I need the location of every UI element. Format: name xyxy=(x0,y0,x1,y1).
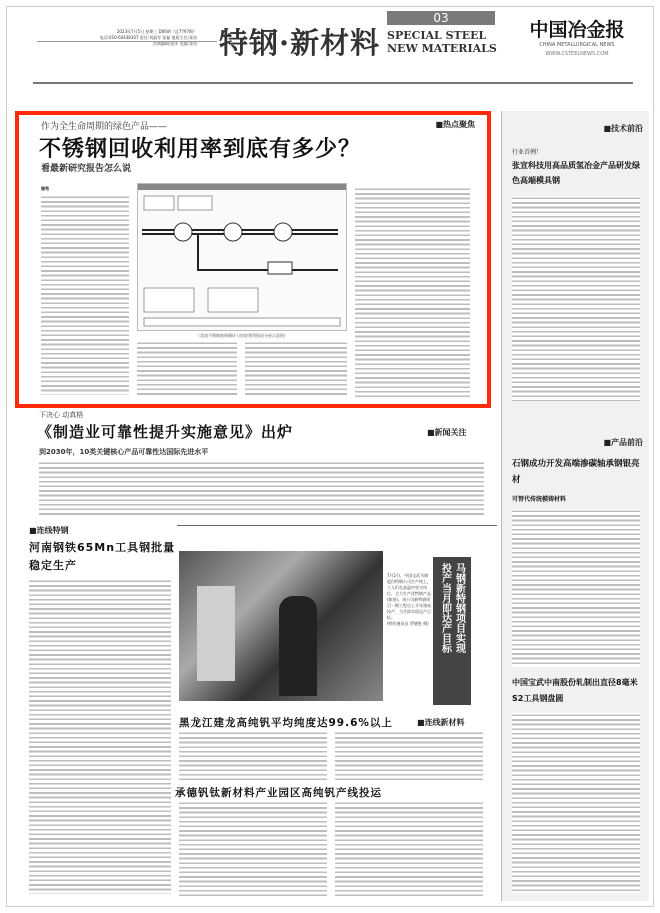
flow-diagram-graphic xyxy=(138,190,346,330)
tech-tag: ■技术前沿 xyxy=(603,123,643,133)
news-headline: 《制造业可靠性提升实施意见》出炉 xyxy=(37,423,294,441)
sidebar xyxy=(501,111,649,901)
vertical-title-2: 投产当月即达产目标 xyxy=(439,563,451,653)
tech-headline: 张宣科技用高品质氢冶金产品研发绿色高端模具钢 xyxy=(512,161,640,185)
section-en-1: SPECIAL STEEL xyxy=(387,29,487,42)
left-story-tag: ■连线特钢 xyxy=(29,525,69,535)
section-title: 特钢·新材料 xyxy=(219,26,381,60)
story2-tag: ■连线新材料 xyxy=(417,717,465,727)
product-body xyxy=(512,509,640,667)
steel-plant-photo xyxy=(179,551,383,701)
product-tag: ■产品前沿 xyxy=(603,437,643,447)
tech-kicker: 行业首例！ xyxy=(512,149,543,156)
story3-headline: 承德钒钛新材料产业园区高纯钒产线投运 xyxy=(175,787,382,799)
news-subhead: 到2030年，10类关键核心产品可靠性达国际先进水平 xyxy=(39,448,209,456)
feature-byline: 谢苑 xyxy=(41,186,49,191)
feature-headline: 不锈钢回收利用率到底有多少？ xyxy=(39,137,362,162)
contact-line: 电话:010-64438107 责任:刘淑军 张磊 值班主任:张雨 xyxy=(99,35,197,40)
left-story-body xyxy=(29,579,171,894)
paper-en-name: CHINA METALLURGICAL NEWS xyxy=(539,42,615,48)
editors-line: 咨询编辑:赵萍 美编:金昌 xyxy=(153,41,197,46)
website: WWW.CSTEELNEWS.COM xyxy=(545,51,609,57)
story2-headline: 黑龙江建龙高纯钒平均纯度达99.6%以上 xyxy=(179,717,393,729)
photo-caption xyxy=(387,573,431,627)
feature-article-highlight xyxy=(15,111,491,408)
baowu-headline: 中国宝武中南股份轧制出直径8毫米S2工具钢盘圆 xyxy=(512,678,638,703)
story3-body-col1 xyxy=(179,801,327,897)
figure-caption: （美国不锈钢废料循环与回收利用情况分析示意图） xyxy=(196,333,288,338)
tech-body xyxy=(512,196,640,401)
story3-body-col2 xyxy=(335,801,483,897)
feature-body-col3 xyxy=(245,341,347,396)
story2-body-col2 xyxy=(335,731,483,781)
product-subhead: 可替代传统模铸材料 xyxy=(512,496,567,503)
paper-logo: 中国冶金报 xyxy=(529,19,625,41)
photo-credit: (特约通讯员 罗德胜 摄) xyxy=(387,621,429,626)
feature-kicker: 作为全生命周期的绿色产品—— xyxy=(41,122,168,132)
story2-body-col1 xyxy=(179,731,327,781)
photo-caption-text: 7月2日，中国宝武马钢股份特钢公司生产线上，工人们在高温中坚守岗位，全力生产优特钢产品(如图)。该公司新特钢项目一期工程自上半年建成投产，当月即实现达产目标。 xyxy=(387,573,431,620)
newspaper-page xyxy=(6,6,654,907)
left-story-headline: 河南钢铁65Mn工具钢批量稳定生产 xyxy=(29,541,176,572)
recycling-flow-diagram xyxy=(137,183,347,331)
feature-body-col2 xyxy=(137,341,237,396)
news-body xyxy=(39,461,484,515)
news-tag: ■新闻关注 xyxy=(427,427,467,437)
page-number: 03 xyxy=(387,11,495,25)
vertical-title-1: 马钢新特钢项目实现 xyxy=(453,563,465,653)
product-headline: 石钢成功开发高端渗碳轴承钢银亮材 xyxy=(512,459,640,485)
news-kicker: 下决心 动真格 xyxy=(39,411,84,419)
section-en-2: NEW MATERIALS xyxy=(387,42,497,55)
issue-date: 2023年7月5日 星期三 D06期（总7797期） xyxy=(116,29,197,34)
feature-body-col1 xyxy=(41,195,129,395)
feature-subhead: 看最新研究报告怎么说 xyxy=(41,164,132,174)
feature-body-col4 xyxy=(355,187,470,397)
photo-vertical-title xyxy=(433,557,471,705)
baowu-body xyxy=(512,713,640,893)
issue-info xyxy=(47,29,197,47)
feature-tag: ■热点聚焦 xyxy=(435,119,475,129)
